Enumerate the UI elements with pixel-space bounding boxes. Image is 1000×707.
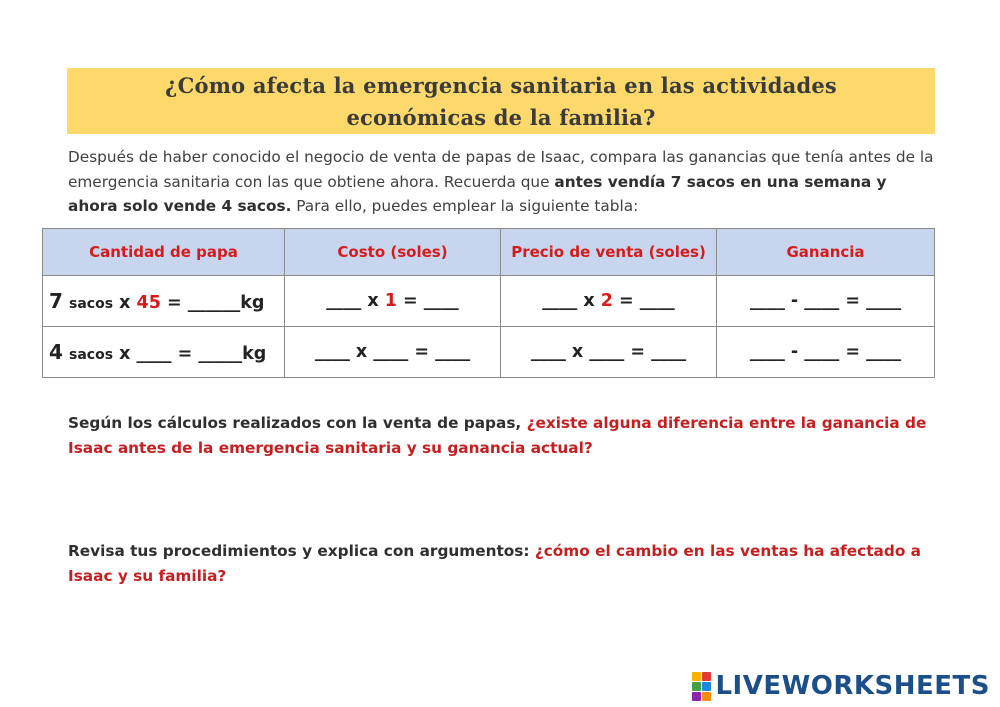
question-1 [68, 411, 938, 460]
cell-quantity-4[interactable] [43, 327, 285, 378]
row1-price-a: ____ x [542, 291, 595, 311]
row1-cost-b: = ____ [403, 291, 459, 311]
table-row [43, 327, 935, 378]
title-banner [67, 68, 935, 134]
row2-unit: sacos [69, 347, 114, 363]
intro-bold: antes vendía 7 sacos en una semana y ahora solo vende 4 sacos. [68, 172, 887, 215]
cell-gain-7[interactable]: ____ - ____ = ____ [717, 276, 935, 327]
question-1-black: Según los cálculos realizados con la venta de papas, [68, 414, 527, 432]
row1-rest: = ______kg [166, 293, 265, 313]
liveworksheets-logo [692, 671, 990, 701]
row2-rest: x ____ = _____kg [119, 344, 267, 364]
cell-price-4[interactable]: ____ x ____ = ____ [501, 327, 717, 378]
row1-op: x [119, 293, 131, 313]
title-line-2: económicas de la familia? [346, 105, 656, 130]
header-precio: Precio de venta (soles) [501, 229, 717, 276]
sales-table [42, 228, 935, 378]
row2-num: 4 [49, 340, 63, 364]
logo-blocks-icon [692, 672, 711, 701]
header-costo: Costo (soles) [285, 229, 501, 276]
question-1-red: ¿existe alguna diferencia entre la ganancia de Isaac antes de la emergencia sanitaria y su ganancia actual? [68, 414, 927, 457]
cell-cost-7[interactable] [285, 276, 501, 327]
row1-cost-a: ____ x [326, 291, 379, 311]
row1-price-unit: 2 [600, 291, 613, 311]
row1-cost-unit: 1 [384, 291, 397, 311]
question-2 [68, 539, 938, 588]
row1-price-b: = ____ [619, 291, 675, 311]
header-ganancia: Ganancia [717, 229, 935, 276]
cell-gain-4[interactable]: ____ - ____ = ____ [717, 327, 935, 378]
row1-factor: 45 [136, 293, 161, 313]
intro-paragraph [68, 145, 938, 219]
title-line-1: ¿Cómo afecta la emergencia sanitaria en las actividades [165, 73, 837, 98]
table-row [43, 276, 935, 327]
row1-unit: sacos [69, 296, 114, 312]
intro-text-1: Después de haber conocido el negocio de venta de papas de Isaac, compara las ganancias que tenía antes de la emergencia sanitaria con las que obtiene ahora. Recuerda que [68, 148, 934, 191]
cell-quantity-7[interactable] [43, 276, 285, 327]
logo-text: LIVEWORKSHEETS [715, 671, 990, 701]
table-header-row [43, 229, 935, 276]
header-cantidad: Cantidad de papa [43, 229, 285, 276]
row1-num: 7 [49, 289, 63, 313]
question-2-red: ¿cómo el cambio en las ventas ha afectado a Isaac y su familia? [68, 542, 921, 585]
intro-text-2: Para ello, puedes emplear la siguiente tabla: [291, 197, 639, 215]
cell-cost-4[interactable]: ____ x ____ = ____ [285, 327, 501, 378]
question-2-black: Revisa tus procedimientos y explica con argumentos: [68, 542, 535, 560]
cell-price-7[interactable] [501, 276, 717, 327]
